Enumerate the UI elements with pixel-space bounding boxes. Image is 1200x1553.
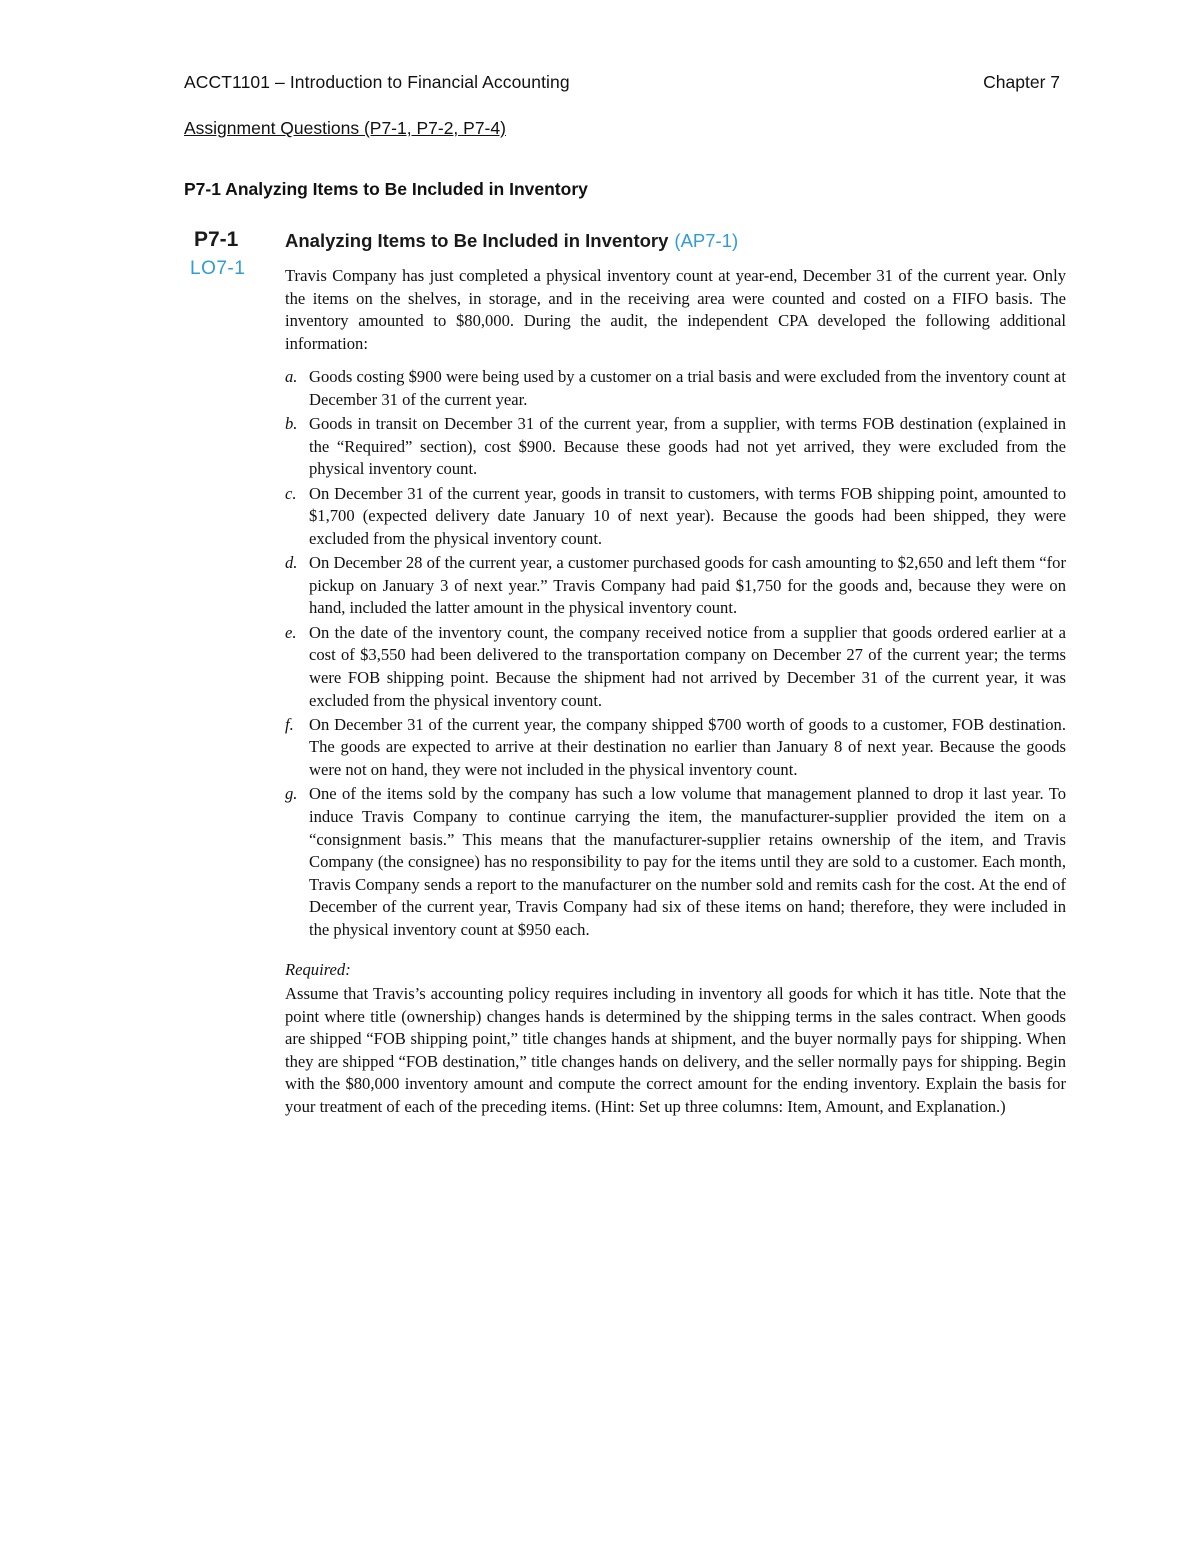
problem-title-text: Analyzing Items to Be Included in Inventory	[285, 230, 669, 251]
alternate-problem-ref: (AP7-1)	[674, 230, 739, 251]
course-title: ACCT1101 – Introduction to Financial Accounting	[184, 72, 570, 92]
item-letter: e.	[285, 622, 297, 642]
item-text: Goods costing $900 were being used by a customer on a trial basis and were excluded from the inventory count at December 31 of the current year.	[309, 367, 1066, 409]
item-letter: c.	[285, 483, 297, 503]
item-letter: a.	[285, 367, 298, 386]
item-text: On December 31 of the current year, goods in transit to customers, with terms FOB shipping point, amounted to $1,700 (expected delivery date January 10 of next year). Because the goods had been shipped, they were excluded from the physical inventory count.	[309, 483, 1066, 548]
problem-heading: P7-1 Analyzing Items to Be Included in Inventory	[184, 179, 588, 199]
item-text: On December 28 of the current year, a customer purchased goods for cash amounting to $2,650 and left them “for pickup on January 3 of next year.” Travis Company had paid $1,750 for the goods and, because they were on hand, included the latter amount in the physical inventory count.	[309, 553, 1066, 618]
problem-title	[285, 230, 738, 252]
required-text: Assume that Travis’s accounting policy requires including in inventory all goods for which it has title. Note that the point where title (ownership) changes hands is determined by the shipping terms in the sales contract. When goods are shipped “FOB shipping point,” title changes hands at shipment, and the buyer normally pays for shipping. When they are shipped “FOB destination,” title changes hands on delivery, and the seller normally pays for shipping. Begin with the $80,000 inventory amount and compute the correct amount for the ending inventory. Explain the basis for your treatment of each of the preceding items. (Hint: Set up three columns: Item, Amount, and Explanation.)	[285, 984, 1066, 1116]
item-list	[285, 366, 1066, 943]
item-letter: f.	[285, 714, 294, 734]
list-item	[285, 622, 1066, 712]
item-text: Goods in transit on December 31 of the current year, from a supplier, with terms FOB destination (explained in the “Required” section), cost $900. Because these goods had not yet arrived, they were excluded from the physical inventory count.	[309, 413, 1066, 479]
problem-intro: Travis Company has just completed a physical inventory count at year-end, December 31 of the current year. Only the items on the shelves, in storage, and in the receiving area were counted and costed on a FIFO basis. The inventory amounted to $80,000. During the audit, the independent CPA developed the following additional information:	[285, 266, 1066, 353]
list-item	[285, 483, 1066, 551]
item-text: On the date of the inventory count, the company received notice from a supplier that goods ordered earlier at a cost of $3,550 had been delivered to the transportation company on December 27 of the current year; the terms were FOB shipping point. Because the shipment had not arrived by December 31 of the current year, it was excluded from the physical inventory count.	[309, 622, 1066, 710]
item-text: On December 31 of the current year, the company shipped $700 worth of goods to a customer, FOB destination. The goods are expected to arrive at their destination no earlier than January 8 of next year. Because the goods were not on hand, they were not included in the physical inventory count.	[309, 714, 1066, 780]
item-letter: d.	[285, 553, 298, 573]
learning-objective-label: LO7-1	[190, 258, 246, 279]
list-item	[285, 552, 1066, 620]
required-label: Required:	[285, 960, 351, 979]
chapter-label: Chapter 7	[983, 72, 1060, 92]
list-item	[285, 714, 1066, 782]
problem-number: P7-1	[194, 228, 239, 251]
item-letter: b.	[285, 413, 298, 433]
item-text: One of the items sold by the company has such a low volume that management planned to drop it last year. To induce Travis Company to continue carrying the item, the manufacturer-supplier provided the item on a “consignment basis.” This means that the manufacturer-supplier retains ownership of the item, and Travis Company (the consignee) has no responsibility to pay for the items until they are sold to a customer. Each month, Travis Company sends a report to the manufacturer on the number sold and remits cash for the cost. At the end of December of the current year, Travis Company had six of these items on hand; therefore, they were included in the physical inventory count at $950 each.	[309, 784, 1066, 940]
item-letter: g.	[285, 784, 298, 804]
list-item	[285, 366, 1066, 411]
list-item	[285, 783, 1066, 941]
list-item	[285, 413, 1066, 481]
assignment-heading: Assignment Questions (P7-1, P7-2, P7-4)	[184, 118, 506, 138]
